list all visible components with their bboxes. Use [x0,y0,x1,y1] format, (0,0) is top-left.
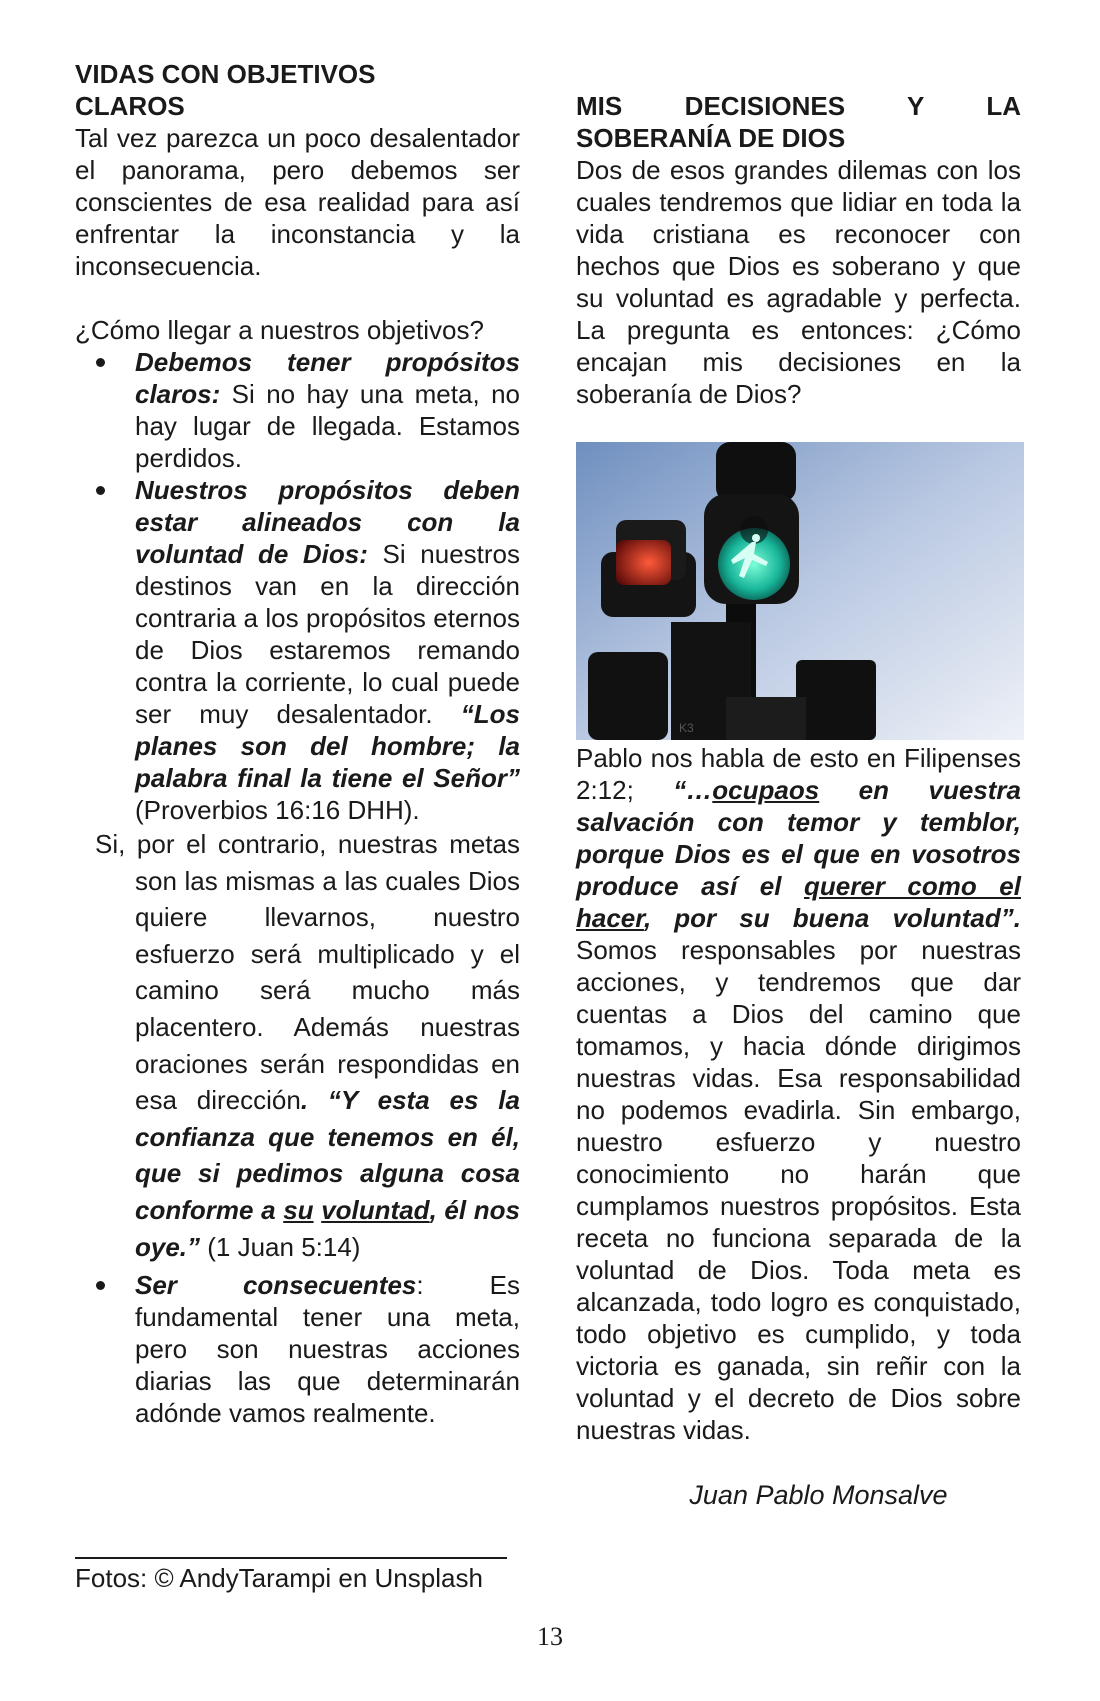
bullet-icon [96,358,105,367]
right-heading: MIS DECISIONES Y LA [576,91,1021,121]
left-heading: VIDAS CON OBJETIVOS CLAROS [75,59,376,121]
footnote-divider [75,1557,507,1559]
svg-text:K3: K3 [679,721,694,735]
right-heading-2: SOBERANÍA DE DIOS [576,123,846,153]
right-body: Pablo nos habla de esto en Filipenses 2:12; “…ocupaos en vuestra salvación con temor y temblor, porque Dios es el que en vosotros produce así el querer como el hacer, por su buena voluntad”. Somos responsables por nuestras acciones, y tendremos que dar cuentas a Dios del camino que tomamos, y hacia dónde dirigimos nuestras vidas. Esa responsabilidad no podemos evadirla. Sin embargo, nuestro esfuerzo y nuestro conocimiento no harán que cumplamos nuestros propósitos. Esta receta no funciona separada de la voluntad de Dios. Toda meta es alcanzada, todo logro es conquistado, todo objetivo es cumplido, y toda victoria es ganada, sin reñir con la voluntad y el decreto de Dios sobre nuestras vidas. [576,743,1021,1445]
bullet-icon [96,486,105,495]
left-paragraph: Si, por el contrario, nuestras metas son las mismas a las cuales Dios quiere llevarnos, nuestro esfuerzo será multiplicado y el camino será mucho más placentero. Además nuestras oraciones serán respondidas en esa dirección. “Y esta es la confianza que tenemos en él, que si pedimos alguna cosa conforme a su voluntad, él nos oye.” (1 Juan 5:14) [95,829,520,1262]
page-number: 13 [537,1622,563,1651]
bullet-item-3: Ser consecuentes: Es fundamental tener una meta, pero son nuestras acciones diarias las que determinarán adónde vamos realmente. [75,1269,520,1429]
left-column [75,58,520,1429]
traffic-light-icon [576,442,1024,740]
traffic-light-photo [576,442,1024,740]
bullet-icon [96,1281,105,1290]
bullet-item-2: Nuestros propósitos deben estar alineados con la voluntad de Dios: Si nuestros destinos van en la dirección contraria a los propósitos eternos de Dios estaremos remando contra la corriente, lo cual puede ser muy desalentador. “Los planes son del hombre; la palabra final la tiene el Señor” (Proverbios 16:16 DHH). [75,474,520,826]
left-question: ¿Cómo llegar a nuestros objetivos? [75,315,484,345]
left-intro: Tal vez parezca un poco desalentador el panorama, pero debemos ser conscientes de esa realidad para así enfrentar la inconstancia y la inconsecuencia. [75,123,520,281]
bullet-item-1: Debemos tener propósitos claros: Si no hay una meta, no hay lugar de llegada. Estamos perdidos. [75,346,520,474]
photo-credit: Fotos: © AndyTarampi en Unsplash [75,1563,483,1593]
right-intro: Dos de esos grandes dilemas con los cuales tendremos que lidiar en toda la vida cristiana es reconocer con hechos que Dios es soberano y que su voluntad es agradable y perfecta. La pregunta es entonces: ¿Cómo encajan mis decisiones en la soberanía de Dios? [576,155,1021,409]
signature: Juan Pablo Monsalve [689,1480,948,1510]
right-column [576,90,1021,410]
